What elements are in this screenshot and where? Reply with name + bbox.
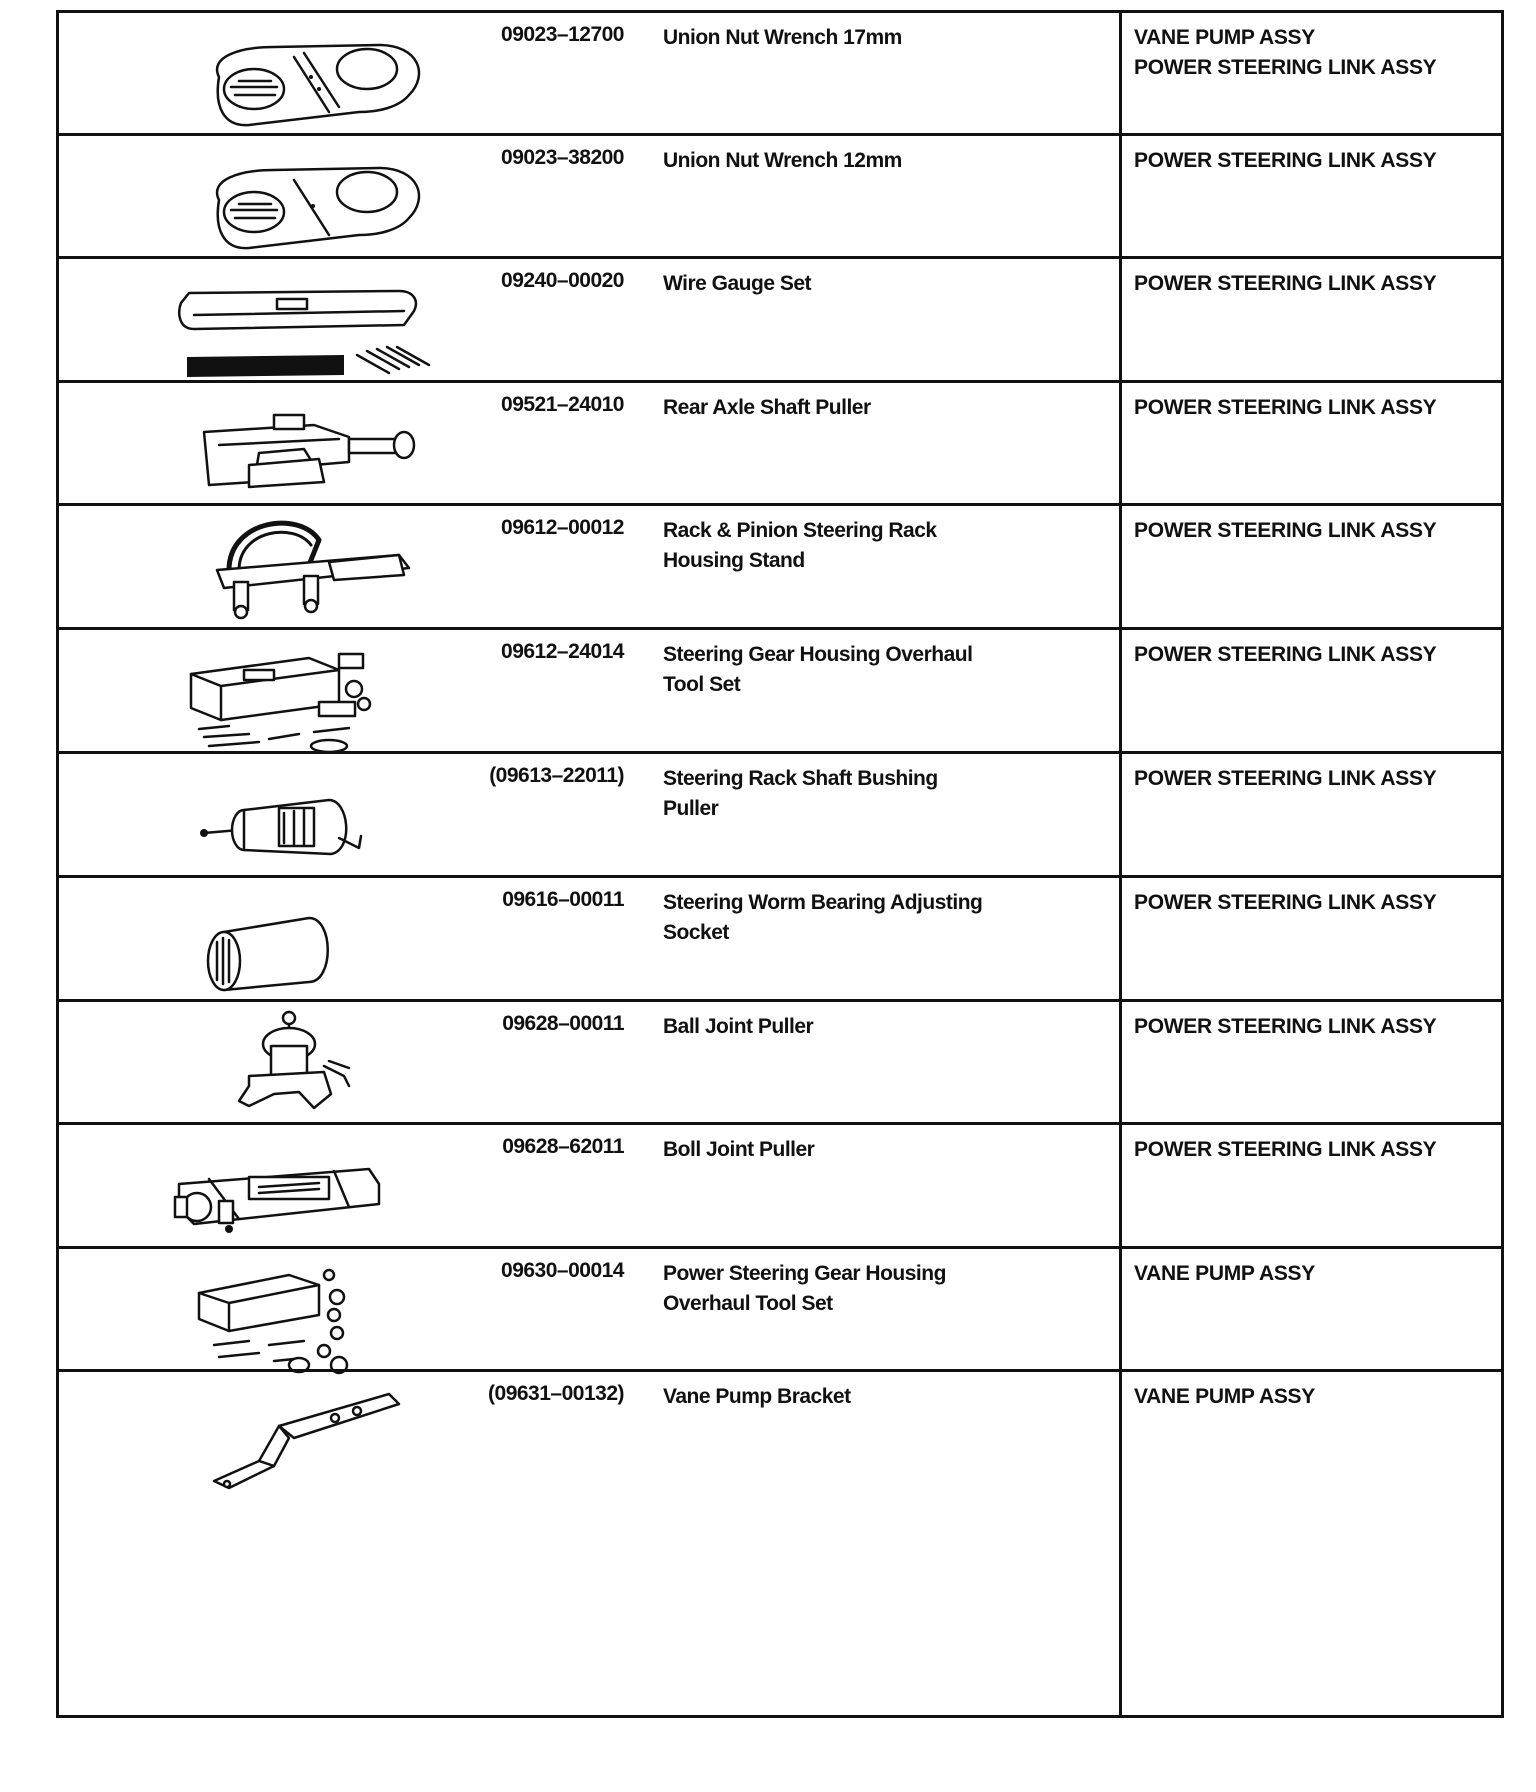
socket-illustration bbox=[99, 882, 479, 1016]
tool-name bbox=[663, 640, 1083, 700]
part-number: 09612–24014 bbox=[501, 640, 624, 663]
part-number: 09630–00014 bbox=[501, 1259, 624, 1282]
assembly-name: POWER STEERING LINK ASSY bbox=[1134, 149, 1437, 172]
applicable-assembly bbox=[1134, 516, 1494, 546]
tool-name-line: Rack & Pinion Steering Rack bbox=[663, 519, 937, 542]
tool-name-line: Housing Stand bbox=[663, 549, 805, 572]
tool-name-line: Ball Joint Puller bbox=[663, 1015, 814, 1038]
assembly-name: VANE PUMP ASSY bbox=[1134, 1262, 1315, 1285]
assembly-name: POWER STEERING LINK ASSY bbox=[1134, 891, 1437, 914]
assembly-name: POWER STEERING LINK ASSY bbox=[1134, 767, 1437, 790]
tool-name-line: Steering Gear Housing Overhaul bbox=[663, 643, 973, 666]
tool-row bbox=[59, 503, 1501, 627]
tool-row bbox=[59, 13, 1501, 133]
vane-pump-bracket-illustration bbox=[99, 1376, 479, 1510]
applicable-assembly bbox=[1134, 269, 1494, 299]
assembly-name: POWER STEERING LINK ASSY bbox=[1134, 272, 1437, 295]
part-number: 09612–00012 bbox=[501, 516, 624, 539]
tool-row bbox=[59, 1369, 1501, 1715]
applicable-assembly bbox=[1134, 146, 1494, 176]
part-number: (09613–22011) bbox=[489, 764, 624, 787]
assembly-name: VANE PUMP ASSY bbox=[1134, 26, 1315, 49]
tool-row bbox=[59, 999, 1501, 1122]
housing-stand-illustration bbox=[99, 510, 479, 644]
part-number: 09023–38200 bbox=[501, 146, 624, 169]
tool-name bbox=[663, 516, 1083, 576]
assembly-name: POWER STEERING LINK ASSY bbox=[1134, 1138, 1437, 1161]
part-number: 09628–62011 bbox=[502, 1135, 624, 1158]
tool-name-line: Union Nut Wrench 12mm bbox=[663, 149, 902, 172]
tool-name bbox=[663, 269, 1083, 299]
tool-name bbox=[663, 888, 1083, 948]
assembly-name: POWER STEERING LINK ASSY bbox=[1134, 396, 1437, 419]
union-nut-wrench-17mm-illustration bbox=[99, 17, 479, 151]
tool-row bbox=[59, 627, 1501, 751]
applicable-assembly bbox=[1134, 1012, 1494, 1042]
assembly-name: POWER STEERING LINK ASSY bbox=[1134, 1015, 1437, 1038]
ball-joint-puller-illustration bbox=[99, 1006, 479, 1140]
part-number: 09616–00011 bbox=[502, 888, 624, 911]
tool-name-line: Puller bbox=[663, 797, 719, 820]
assembly-name: VANE PUMP ASSY bbox=[1134, 1385, 1315, 1408]
assembly-name: POWER STEERING LINK ASSY bbox=[1134, 643, 1437, 666]
ball-joint-puller-2-illustration bbox=[99, 1129, 479, 1263]
part-number: 09023–12700 bbox=[501, 23, 624, 46]
tool-name-line: Power Steering Gear Housing bbox=[663, 1262, 946, 1285]
applicable-assembly bbox=[1134, 764, 1494, 794]
tool-name bbox=[663, 146, 1083, 176]
applicable-assembly bbox=[1134, 888, 1494, 918]
applicable-assembly bbox=[1134, 23, 1494, 83]
tool-name bbox=[663, 1012, 1083, 1042]
tool-row bbox=[59, 751, 1501, 875]
applicable-assembly bbox=[1134, 1259, 1494, 1289]
assembly-name: POWER STEERING LINK ASSY bbox=[1134, 56, 1437, 79]
axle-shaft-puller-illustration bbox=[99, 387, 479, 521]
applicable-assembly bbox=[1134, 393, 1494, 423]
part-number: 09521–24010 bbox=[501, 393, 624, 416]
applicable-assembly bbox=[1134, 640, 1494, 670]
tool-row bbox=[59, 133, 1501, 256]
tool-name-line: Wire Gauge Set bbox=[663, 272, 812, 295]
part-number: 09628–00011 bbox=[502, 1012, 624, 1035]
tool-name bbox=[663, 393, 1083, 423]
tool-name bbox=[663, 764, 1083, 824]
tool-set-illustration bbox=[99, 634, 479, 768]
tool-row bbox=[59, 875, 1501, 999]
tool-name-line: Union Nut Wrench 17mm bbox=[663, 26, 902, 49]
bushing-puller-illustration bbox=[99, 758, 479, 892]
tool-name-line: Socket bbox=[663, 921, 729, 944]
special-service-tools-table bbox=[56, 10, 1504, 1718]
tool-row bbox=[59, 1246, 1501, 1369]
tool-row bbox=[59, 1122, 1501, 1246]
tool-name-line: Vane Pump Bracket bbox=[663, 1385, 851, 1408]
tool-row bbox=[59, 256, 1501, 380]
applicable-assembly bbox=[1134, 1382, 1494, 1412]
tool-name-line: Tool Set bbox=[663, 673, 741, 696]
tool-name bbox=[663, 1259, 1083, 1319]
tool-name-line: Boll Joint Puller bbox=[663, 1138, 815, 1161]
applicable-assembly bbox=[1134, 1135, 1494, 1165]
tool-name-line: Overhaul Tool Set bbox=[663, 1292, 833, 1315]
union-nut-wrench-12mm-illustration bbox=[99, 140, 479, 274]
part-number: 09240–00020 bbox=[501, 269, 624, 292]
tool-name-line: Steering Rack Shaft Bushing bbox=[663, 767, 938, 790]
tool-name-line: Steering Worm Bearing Adjusting bbox=[663, 891, 983, 914]
tool-name bbox=[663, 1135, 1083, 1165]
tool-name bbox=[663, 23, 1083, 53]
tool-name-line: Rear Axle Shaft Puller bbox=[663, 396, 871, 419]
part-number: (09631–00132) bbox=[488, 1382, 624, 1405]
tool-name bbox=[663, 1382, 1083, 1412]
tool-row bbox=[59, 380, 1501, 503]
assembly-name: POWER STEERING LINK ASSY bbox=[1134, 519, 1437, 542]
wire-gauge-set-illustration bbox=[99, 263, 479, 397]
overhaul-tool-set-illustration bbox=[99, 1253, 479, 1387]
